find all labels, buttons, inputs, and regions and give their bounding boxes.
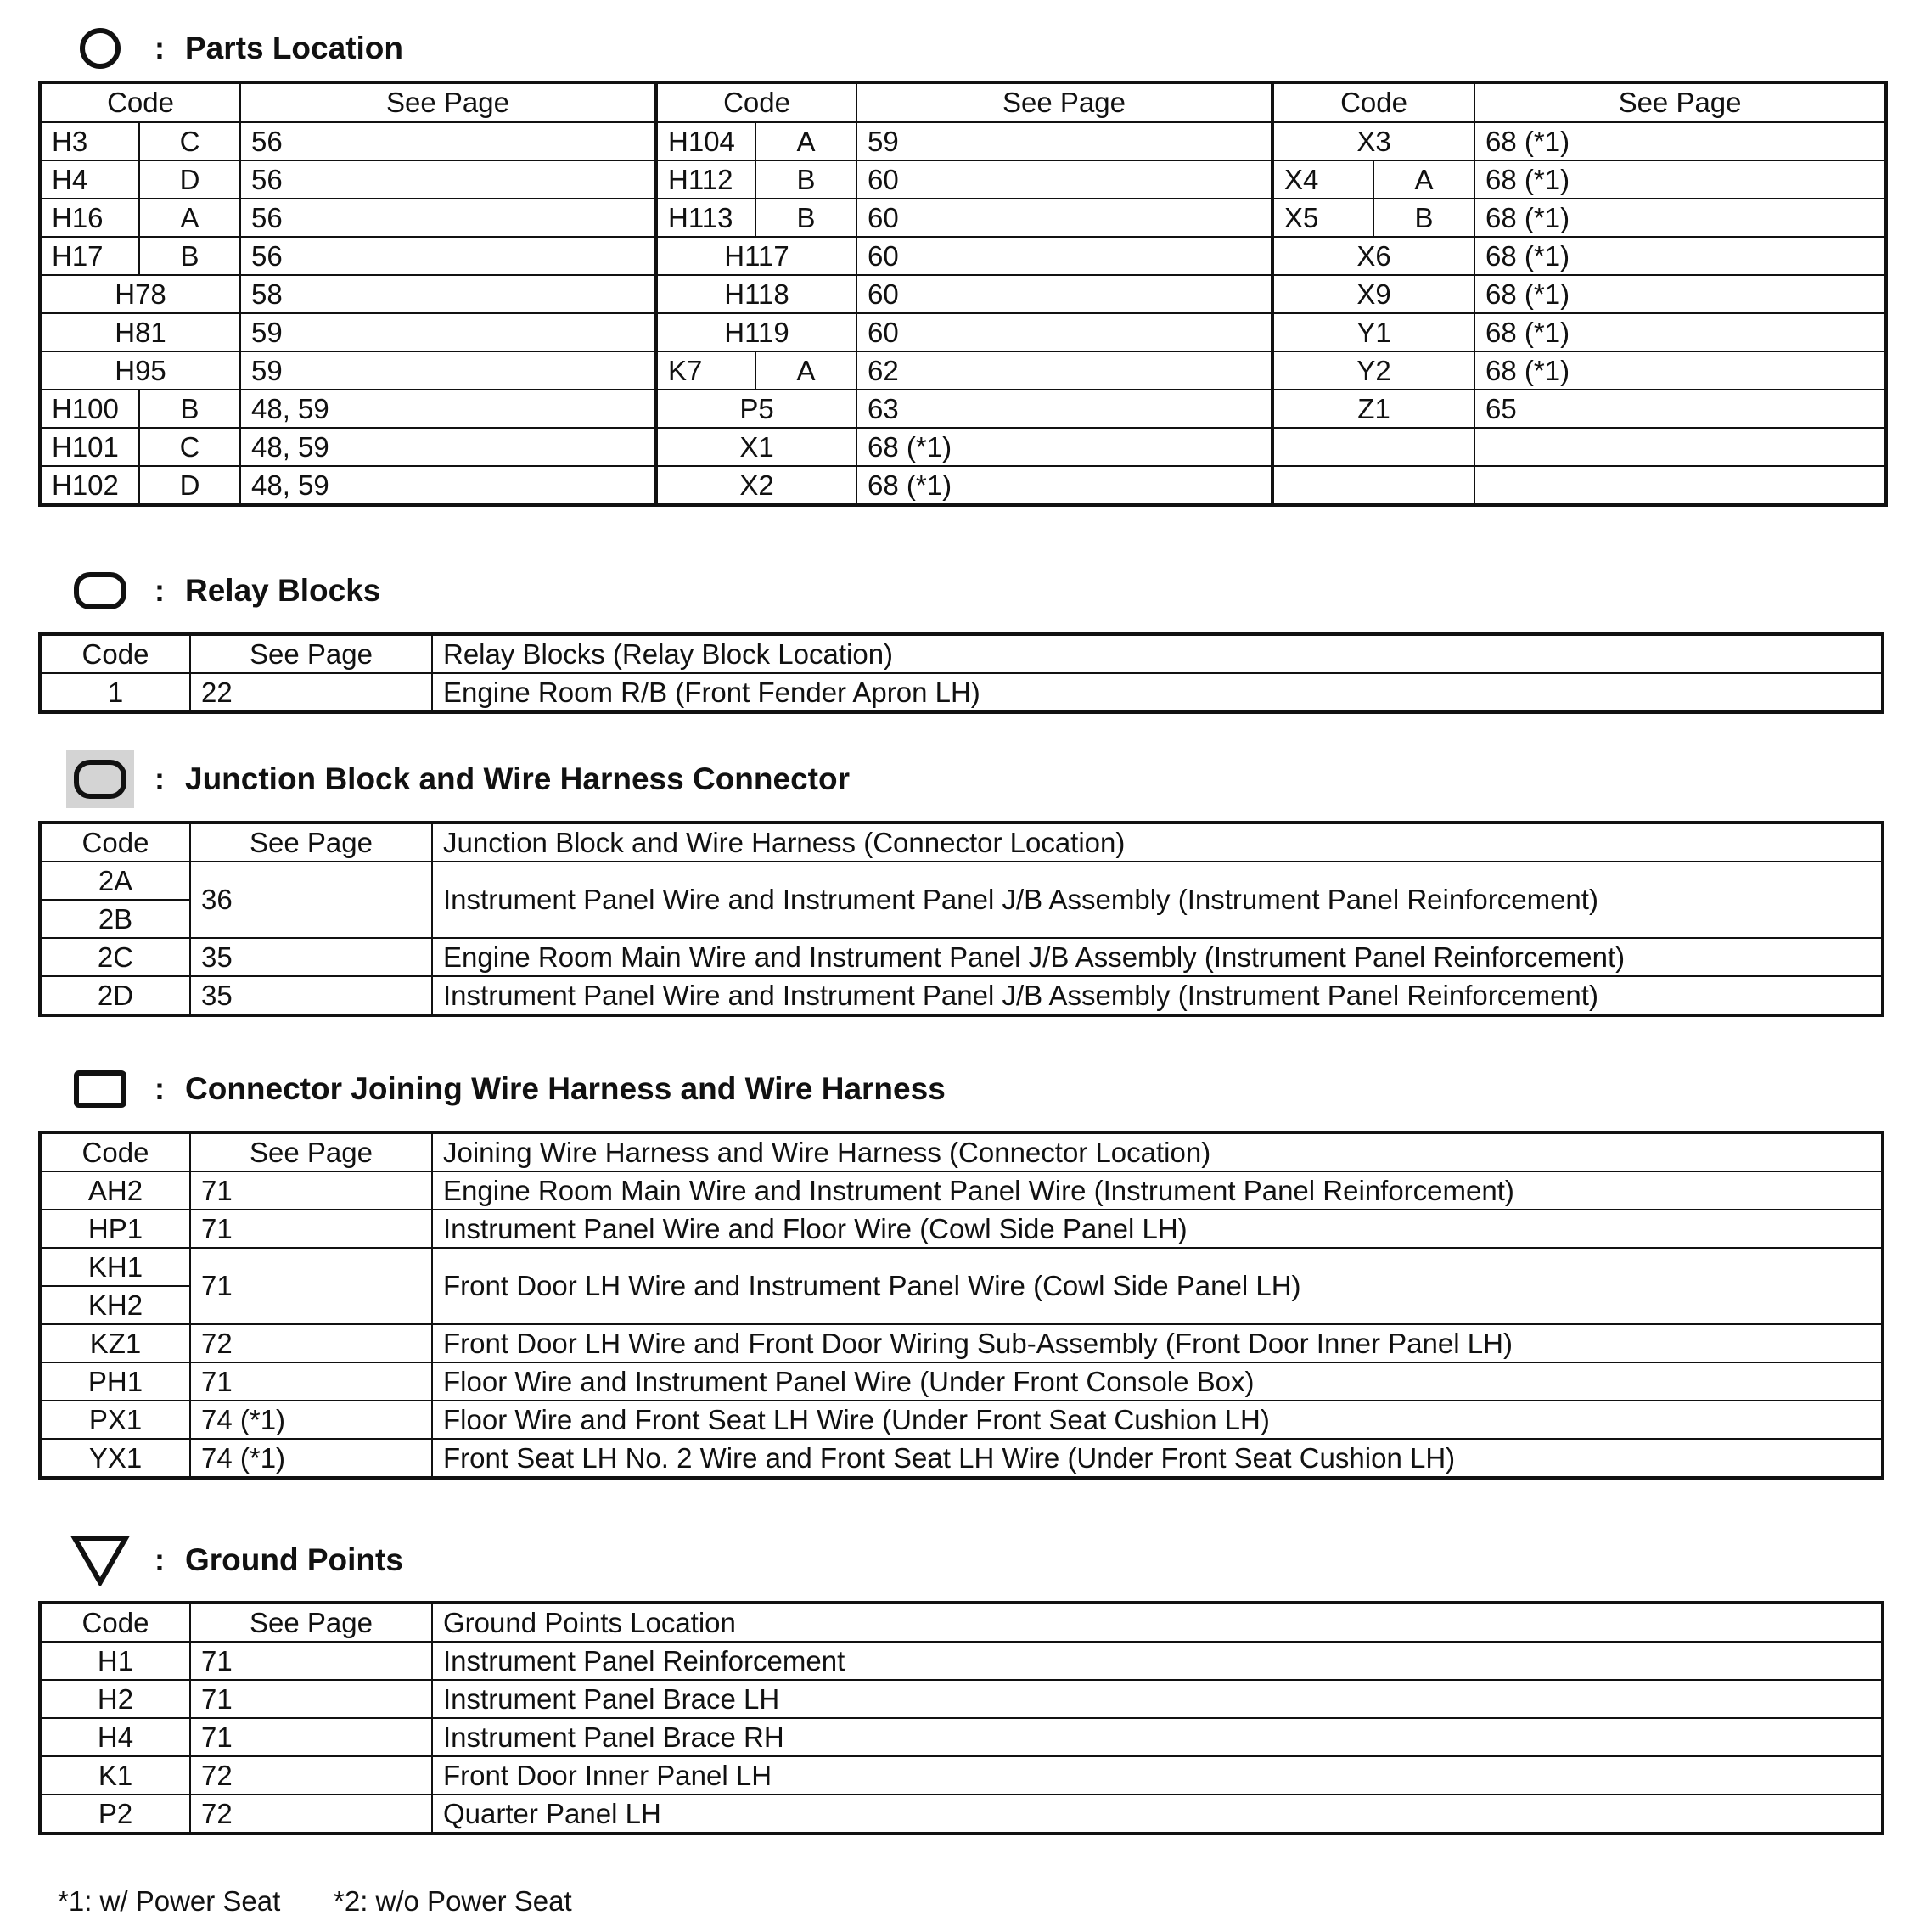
description-cell: Floor Wire and Front Seat LH Wire (Under Front Seat Cushion LH) [432,1401,1883,1439]
code-cell: P2 [40,1794,190,1834]
page-cell: 68 (*1) [1474,199,1886,237]
table-row [40,466,1886,505]
table-row [40,199,1886,237]
page-cell: 59 [856,122,1272,161]
rounded-rect-icon [66,565,134,616]
code-cell: H117 [656,237,856,275]
page-cell: 48, 59 [240,390,656,428]
circle-icon [66,23,134,74]
connector-table-header-row [40,1132,1883,1171]
code-cell: X3 [1272,122,1474,161]
code-cell: KH1 [40,1248,190,1286]
page-cell: 71 [190,1362,432,1401]
code-cell: X1 [656,428,856,466]
separator-colon: : [154,761,165,796]
parts-location-title: Parts Location [185,31,403,65]
code-cell: H81 [40,313,240,351]
parts-table-header-row [40,82,1886,122]
ground-points-heading-row [66,1535,403,1586]
page-cell: 63 [856,390,1272,428]
header-code: Code [40,82,240,122]
table-row [40,976,1883,1015]
header-description: Junction Block and Wire Harness (Connector Location) [432,823,1883,862]
code-cell: Y2 [1272,351,1474,390]
page-cell: 71 [190,1171,432,1210]
description-cell: Engine Room Main Wire and Instrument Panel Wire (Instrument Panel Reinforcement) [432,1171,1883,1210]
relay-blocks-heading-row [66,565,380,616]
separator-colon: : [154,1071,165,1106]
table-row [40,1324,1883,1362]
connector-joining-heading-row [66,1064,946,1115]
header-see-page: See Page [240,82,656,122]
code-cell: X2 [656,466,856,505]
table-row [40,1642,1883,1680]
page-cell: 68 (*1) [1474,351,1886,390]
down-triangle-icon [66,1535,134,1586]
table-row [40,390,1886,428]
page-cell: 62 [856,351,1272,390]
code-cell: PH1 [40,1362,190,1401]
table-row [40,313,1886,351]
footnote-no-power-seat: *2: w/o Power Seat [334,1885,572,1917]
description-cell: Front Door LH Wire and Instrument Panel Wire (Cowl Side Panel LH) [432,1248,1883,1324]
code-cell: HP1 [40,1210,190,1248]
connector-letter-cell: D [139,466,240,505]
header-code: Code [40,823,190,862]
header-code: Code [656,82,856,122]
page-cell: 60 [856,275,1272,313]
page-cell: 68 (*1) [856,466,1272,505]
connector-letter-cell: B [755,199,856,237]
table-row [40,673,1883,712]
code-cell: H104 [656,122,755,161]
code-cell: H17 [40,237,139,275]
table-row [40,1401,1883,1439]
header-description: Joining Wire Harness and Wire Harness (Connector Location) [432,1132,1883,1171]
code-cell [1272,466,1474,505]
description-cell: Floor Wire and Instrument Panel Wire (Under Front Console Box) [432,1362,1883,1401]
connector-joining-table [38,1131,1884,1480]
parts-location-table [38,81,1888,507]
connector-letter-cell: A [139,199,240,237]
ground-points-table [38,1601,1884,1835]
description-cell: Instrument Panel Wire and Instrument Panel J/B Assembly (Instrument Panel Reinforcement) [432,862,1883,938]
page-cell: 68 (*1) [1474,160,1886,199]
description-cell: Instrument Panel Brace RH [432,1718,1883,1756]
page-cell: 74 (*1) [190,1439,432,1478]
header-code: Code [1272,82,1474,122]
description-cell: Instrument Panel Wire and Instrument Panel J/B Assembly (Instrument Panel Reinforcement) [432,976,1883,1015]
table-row [40,160,1886,199]
connector-letter-cell: A [755,122,856,161]
code-cell: Z1 [1272,390,1474,428]
header-see-page: See Page [856,82,1272,122]
shaded-rounded-rect-icon [66,754,134,805]
page-cell: 48, 59 [240,428,656,466]
code-cell: H1 [40,1642,190,1680]
header-see-page: See Page [190,823,432,862]
page-cell: 58 [240,275,656,313]
page-cell: 71 [190,1642,432,1680]
page-cell [1474,428,1886,466]
header-see-page: See Page [190,634,432,673]
junction-block-table [38,821,1884,1017]
ground-table-header-row [40,1603,1883,1642]
connector-letter-cell: C [139,122,240,161]
code-cell: H100 [40,390,139,428]
relay-table-header-row [40,634,1883,673]
page-cell: 36 [190,862,432,938]
junction-block-heading-row [66,754,850,805]
header-code: Code [40,634,190,673]
code-cell: H3 [40,122,139,161]
page-cell: 68 (*1) [856,428,1272,466]
page-cell: 56 [240,237,656,275]
table-row [40,1680,1883,1718]
page-cell: 35 [190,938,432,976]
code-cell: X6 [1272,237,1474,275]
code-cell: P5 [656,390,856,428]
table-row [40,1248,1883,1286]
page-cell: 60 [856,160,1272,199]
separator-colon: : [154,573,165,608]
page-cell: 72 [190,1794,432,1834]
table-row [40,428,1886,466]
table-row [40,1210,1883,1248]
code-cell: H4 [40,1718,190,1756]
code-cell: 2D [40,976,190,1015]
table-row [40,1362,1883,1401]
separator-colon: : [154,31,165,65]
page-cell: 71 [190,1718,432,1756]
page-cell: 59 [240,351,656,390]
code-cell: X9 [1272,275,1474,313]
ground-points-title: Ground Points [185,1542,403,1577]
code-cell: KH2 [40,1286,190,1324]
code-cell: Y1 [1272,313,1474,351]
code-cell: K7 [656,351,755,390]
description-cell: Engine Room R/B (Front Fender Apron LH) [432,673,1883,712]
footnote-power-seat: *1: w/ Power Seat [58,1885,281,1917]
connector-letter-cell: B [1373,199,1474,237]
table-row [40,1718,1883,1756]
code-cell: H2 [40,1680,190,1718]
page-cell: 68 (*1) [1474,313,1886,351]
page-cell: 60 [856,313,1272,351]
header-see-page: See Page [190,1603,432,1642]
page-cell: 48, 59 [240,466,656,505]
connector-letter-cell: D [139,160,240,199]
page-cell: 22 [190,673,432,712]
code-cell: H4 [40,160,139,199]
code-cell: K1 [40,1756,190,1794]
code-cell: H95 [40,351,240,390]
header-see-page: See Page [190,1132,432,1171]
code-cell: KZ1 [40,1324,190,1362]
page-cell: 68 (*1) [1474,237,1886,275]
table-row [40,275,1886,313]
table-row [40,351,1886,390]
connector-letter-cell: C [139,428,240,466]
page-cell: 68 (*1) [1474,275,1886,313]
description-cell: Instrument Panel Brace LH [432,1680,1883,1718]
page-cell: 68 (*1) [1474,122,1886,161]
code-cell: H102 [40,466,139,505]
table-row [40,1756,1883,1794]
code-cell: 2B [40,900,190,938]
code-cell: PX1 [40,1401,190,1439]
page-cell: 56 [240,199,656,237]
header-description: Ground Points Location [432,1603,1883,1642]
code-cell: H119 [656,313,856,351]
table-row [40,862,1883,900]
page-cell: 71 [190,1680,432,1718]
code-cell: X5 [1272,199,1373,237]
parts-location-heading-row [66,23,403,74]
page-cell: 59 [240,313,656,351]
connector-letter-cell: A [1373,160,1474,199]
connector-joining-title: Connector Joining Wire Harness and Wire Harness [185,1071,946,1106]
connector-letter-cell: B [139,390,240,428]
code-cell: H101 [40,428,139,466]
table-row [40,122,1886,161]
table-row [40,1794,1883,1834]
description-cell: Instrument Panel Reinforcement [432,1642,1883,1680]
description-cell: Instrument Panel Wire and Floor Wire (Cowl Side Panel LH) [432,1210,1883,1248]
description-cell: Engine Room Main Wire and Instrument Panel J/B Assembly (Instrument Panel Reinforcement) [432,938,1883,976]
code-cell: 2C [40,938,190,976]
table-row [40,1439,1883,1478]
code-cell: H78 [40,275,240,313]
code-cell: H112 [656,160,755,199]
connector-letter-cell: A [755,351,856,390]
header-description: Relay Blocks (Relay Block Location) [432,634,1883,673]
page-cell: 60 [856,199,1272,237]
header-code: Code [40,1603,190,1642]
header-code: Code [40,1132,190,1171]
junction-table-header-row [40,823,1883,862]
relay-blocks-table [38,632,1884,714]
page-cell: 56 [240,122,656,161]
page-cell [1474,466,1886,505]
page-cell: 74 (*1) [190,1401,432,1439]
page-cell: 65 [1474,390,1886,428]
table-row [40,237,1886,275]
code-cell [1272,428,1474,466]
rectangle-icon [66,1064,134,1115]
table-row [40,938,1883,976]
code-cell: H113 [656,199,755,237]
description-cell: Front Seat LH No. 2 Wire and Front Seat LH Wire (Under Front Seat Cushion LH) [432,1439,1883,1478]
code-cell: YX1 [40,1439,190,1478]
page-cell: 35 [190,976,432,1015]
description-cell: Front Door Inner Panel LH [432,1756,1883,1794]
page-cell: 60 [856,237,1272,275]
code-cell: H118 [656,275,856,313]
relay-blocks-title: Relay Blocks [185,573,381,608]
page-cell: 56 [240,160,656,199]
code-cell: H16 [40,199,139,237]
connector-letter-cell: B [139,237,240,275]
page-cell: 72 [190,1756,432,1794]
page-cell: 72 [190,1324,432,1362]
code-cell: 2A [40,862,190,900]
junction-block-title: Junction Block and Wire Harness Connector [185,761,850,796]
separator-colon: : [154,1542,165,1577]
description-cell: Quarter Panel LH [432,1794,1883,1834]
connector-letter-cell: B [755,160,856,199]
code-cell: AH2 [40,1171,190,1210]
page-cell: 71 [190,1248,432,1324]
description-cell: Front Door LH Wire and Front Door Wiring Sub-Assembly (Front Door Inner Panel LH) [432,1324,1883,1362]
page-cell: 71 [190,1210,432,1248]
code-cell: X4 [1272,160,1373,199]
code-cell: 1 [40,673,190,712]
table-row [40,1171,1883,1210]
header-see-page: See Page [1474,82,1886,122]
